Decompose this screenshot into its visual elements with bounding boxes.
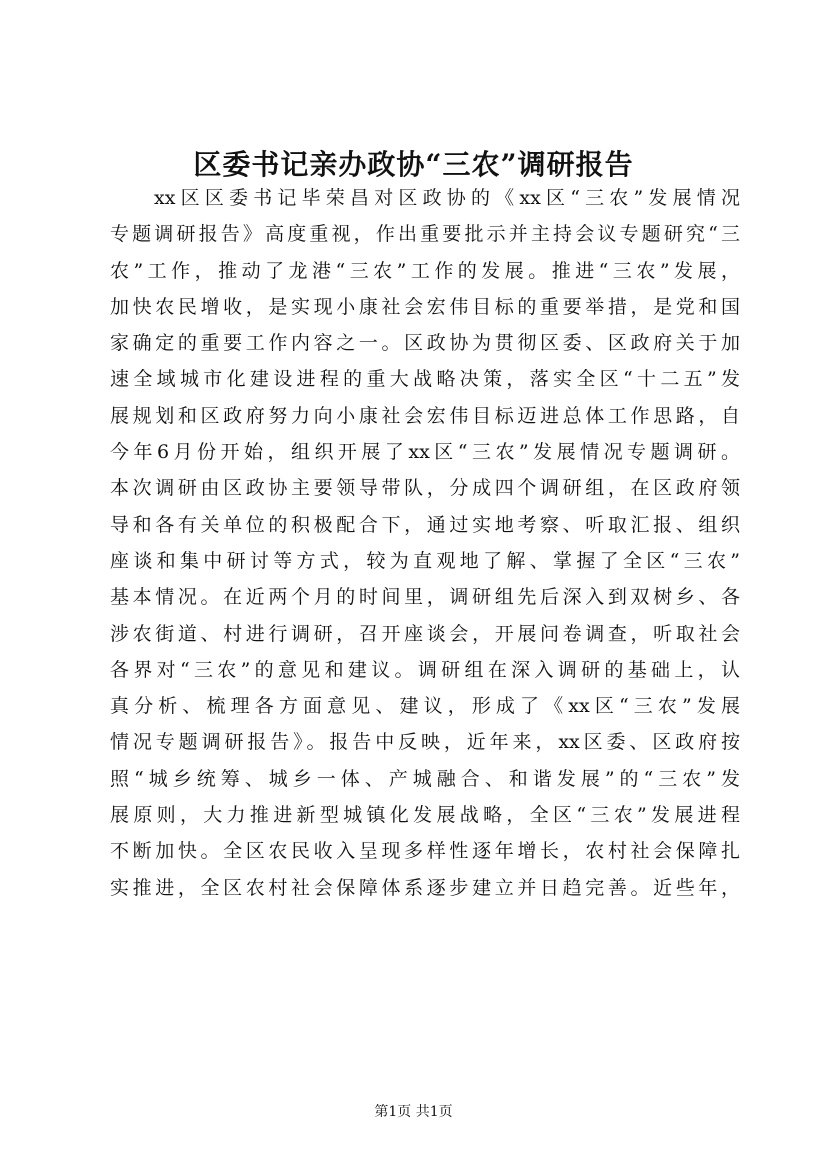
document-body — [110, 180, 740, 906]
body-line: xx区区委书记毕荣昌对区政协的《xx区“三农”发展情况 — [154, 187, 740, 209]
body-line: 涉农街道、村进行调研，召开座谈会，开展问卷调查，听取社会 — [110, 622, 740, 645]
page-footer: 第1页 共1页 — [374, 1104, 453, 1120]
document-title: 区委书记亲办政协“三农”调研报告 — [193, 148, 634, 181]
body-line: 家确定的重要工作内容之一。区政协为贯彻区委、区政府关于加 — [110, 332, 740, 355]
body-line: 真分析、梳理各方面意见、建议，形成了《xx区“三农”发展 — [110, 695, 740, 718]
body-line: 展规划和区政府努力向小康社会宏伟目标迈进总体工作思路，自 — [110, 404, 740, 427]
body-line: 本次调研由区政协主要领导带队，分成四个调研组，在区政府领 — [110, 477, 740, 500]
body-line: 照“城乡统筹、城乡一体、产城融合、和谐发展”的“三农”发 — [110, 767, 740, 790]
body-line: 各界对“三农”的意见和建议。调研组在深入调研的基础上，认 — [110, 658, 740, 681]
body-line: 展原则，大力推进新型城镇化发展战略，全区“三农”发展进程 — [110, 804, 740, 827]
body-line: 专题调研报告》高度重视，作出重要批示并主持会议专题研究“三 — [110, 223, 740, 246]
body-line: 实推进，全区农村社会保障体系逐步建立并日趋完善。近些年， — [110, 876, 740, 899]
body-line: 加快农民增收，是实现小康社会宏伟目标的重要举措，是党和国 — [110, 295, 740, 318]
body-line: 农”工作，推动了龙港“三农”工作的发展。推进“三农”发展， — [110, 259, 740, 282]
body-line: 不断加快。全区农民收入呈现多样性逐年增长，农村社会保障扎 — [110, 840, 740, 863]
body-line: 基本情况。在近两个月的时间里，调研组先后深入到双树乡、各 — [110, 586, 740, 609]
body-line: 今年6月份开始，组织开展了xx区“三农”发展情况专题调研。 — [110, 441, 740, 464]
body-line: 情况专题调研报告》。报告中反映，近年来，xx区委、区政府按 — [110, 731, 740, 754]
body-line: 导和各有关单位的积极配合下，通过实地考察、听取汇报、组织 — [110, 513, 740, 536]
body-line: 速全域城市化建设进程的重大战略决策，落实全区“十二五”发 — [110, 368, 740, 391]
body-line: 座谈和集中研讨等方式，较为直观地了解、掌握了全区“三农” — [110, 549, 740, 572]
